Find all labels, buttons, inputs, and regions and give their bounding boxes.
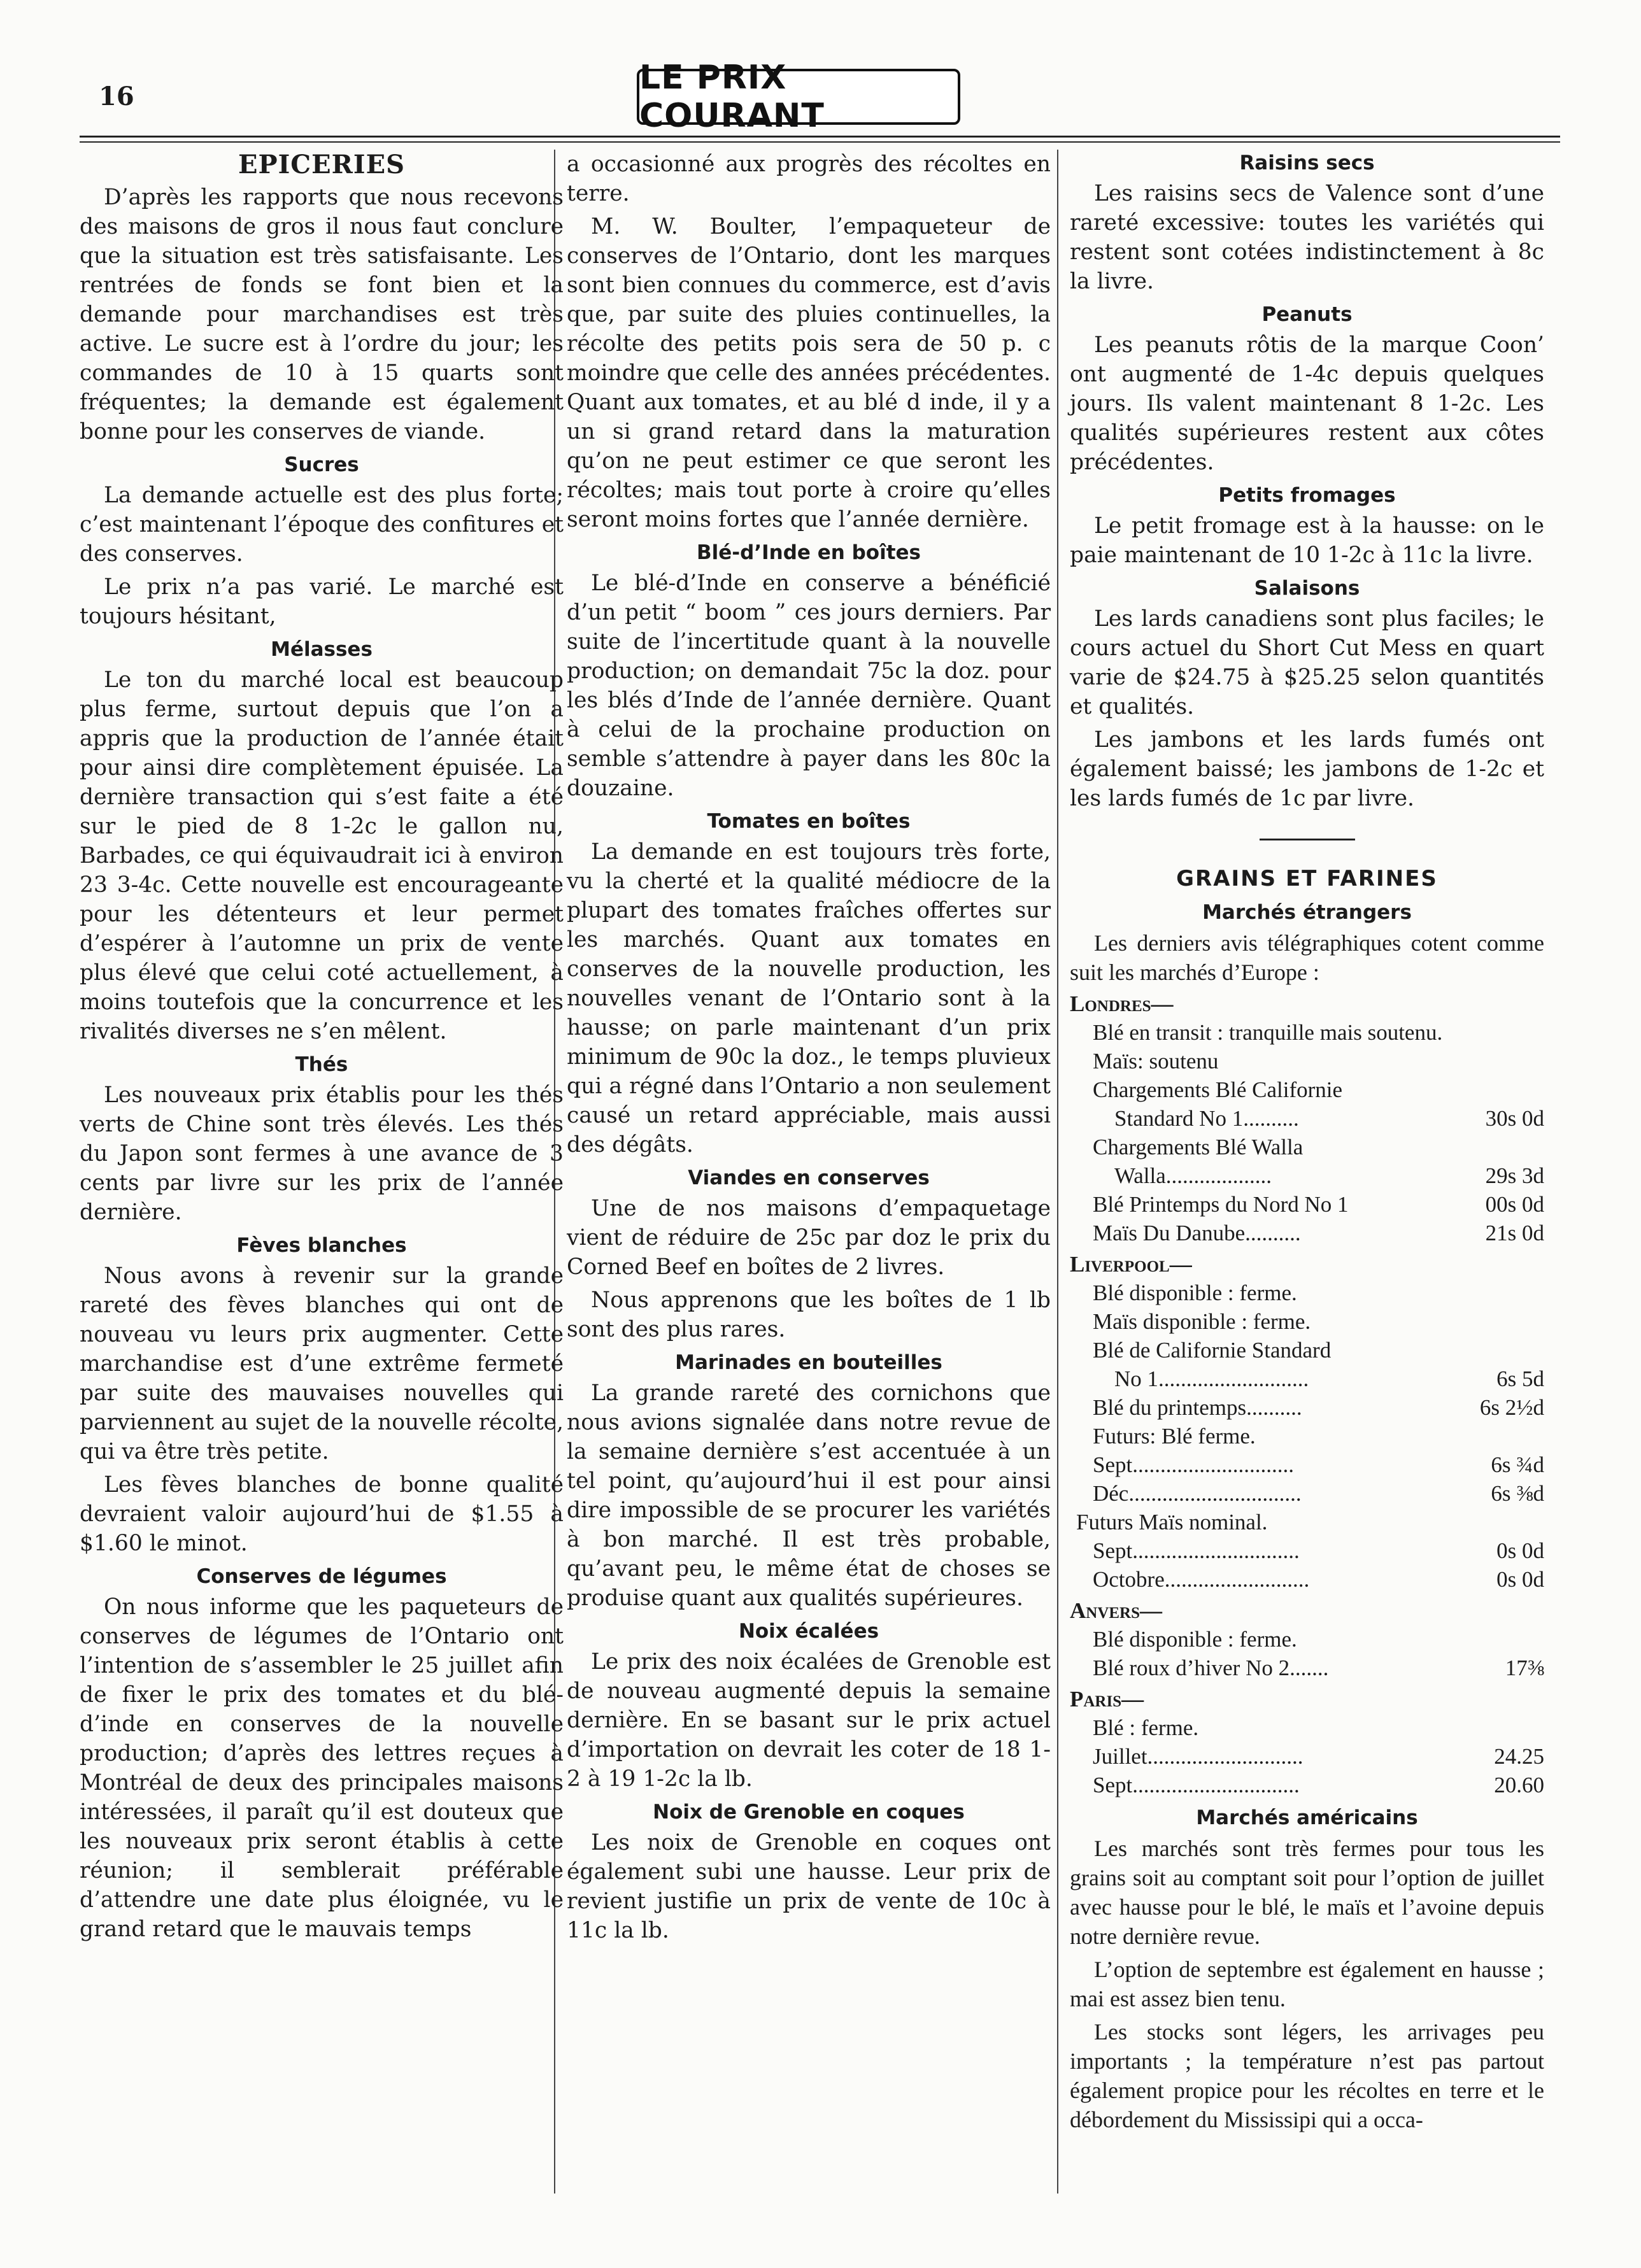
heading-noix-coques: Noix de Grenoble en coques (653, 1801, 965, 1824)
page-number: 16 (99, 82, 134, 111)
quote-row: Blé roux d’hiver No 2....... 17⅜ (1093, 1655, 1544, 1680)
city-anvers: Anvers— (1070, 1598, 1163, 1623)
paragraph: Les nouveaux prix établis pour les thés verts de Chine sont très élevés. Les thés du Japon sont fermes à une avance de 3 cents par livre sur les prix de l’année dernière. (80, 1082, 564, 1225)
city-paris: Paris— (1070, 1687, 1144, 1712)
quote-row: Standard No 1.......... 30s 0d (1114, 1106, 1544, 1131)
section-title-grains-farines: GRAINS ET FARINES (1176, 866, 1438, 891)
quote-row: Maïs Du Danube.......... 21s 0d (1093, 1221, 1544, 1245)
quote-line: Blé : ferme. (1093, 1715, 1199, 1740)
heading-viandes: Viandes en conserves (688, 1166, 930, 1189)
heading-noix-ecalees: Noix écalées (738, 1620, 879, 1643)
quote-row: Walla................... 29s 3d (1114, 1163, 1544, 1188)
city-liverpool: Liverpool— (1070, 1252, 1192, 1277)
quote-line: Chargements Blé Californie (1093, 1077, 1343, 1102)
paragraph: Les lards canadiens sont plus faciles; le cours actuel du Short Cut Mess en quart varie de $24.75 à $25.25 selon quantités et qualités. (1070, 606, 1544, 719)
heading-ble-inde: Blé-d’Inde en boîtes (696, 541, 921, 564)
quote-line: Chargements Blé Walla (1093, 1135, 1304, 1159)
column-separator (1057, 150, 1058, 2194)
quote-row: Sept.............................. 0s 0d (1093, 1538, 1544, 1563)
header-rule (80, 136, 1560, 143)
quote-row: Sept.............................. 20.60 (1093, 1773, 1544, 1797)
paragraph: La grande rareté des cornichons que nous avions signalée dans notre revue de la semaine dernière s’est accentuée à un tel point, qu’aujourd’hui il est pour ainsi dire impossible de se procurer les variétés à bon marché. Il est très probable, qu’avant peu, le même état de choses se produise quant aux qualités supérieures. (567, 1380, 1051, 1611)
heading-melasses: Mélasses (271, 638, 373, 661)
paragraph: Les fèves blanches de bonne qualité devraient valoir aujourd’hui de $1.55 à $1.60 le minot. (80, 1472, 564, 1556)
heading-raisins-secs: Raisins secs (1239, 152, 1375, 174)
quote-row: Juillet............................ 24.25 (1093, 1744, 1544, 1769)
quote-row: Octobre.......................... 0s 0d (1093, 1567, 1544, 1592)
heading-conserves-legumes: Conserves de légumes (196, 1565, 447, 1588)
quote-line: Futurs Maïs nominal. (1076, 1510, 1268, 1534)
quote-line: Futurs: Blé ferme. (1093, 1424, 1256, 1449)
market-quotes (1070, 928, 1544, 1799)
paragraph: Les noix de Grenoble en coques ont également subi une hausse. Leur prix de revient justifie un prix de vente de 10c à 11c la lb. (567, 1830, 1051, 1943)
heading-salaisons: Salaisons (1254, 577, 1360, 600)
heading-petits-fromages: Petits fromages (1218, 484, 1396, 507)
masthead-logo: LE PRIX COURANT (637, 69, 960, 125)
heading-marches-americains: Marchés américains (1196, 1806, 1418, 1829)
heading-feves-blanches: Fèves blanches (236, 1234, 407, 1257)
column-1 (80, 150, 564, 1944)
heading-peanuts: Peanuts (1261, 303, 1353, 326)
paragraph: Le prix n’a pas varié. Le marché est toujours hésitant, (80, 574, 564, 629)
heading-marinades: Marinades en bouteilles (675, 1351, 942, 1374)
paragraph: Le blé-d’Inde en conserve a bénéficié d’un petit “ boom ” ces jours derniers. Par suite de l’incertitude quant à la nouvelle production; on demandait 75c la doz. pour les blés d’Inde de l’année dernière. Quant à celui de la prochaine production on semble s’attendre à payer dans les 80c la douzaine. (567, 571, 1051, 801)
heading-thes: Thés (295, 1053, 348, 1076)
paragraph: Les marchés sont très fermes pour tous les grains soit au comptant soit pour l’option de juillet avec hausse pour le blé, le maïs et l’avoine depuis notre dernière revue. (1070, 1836, 1544, 1949)
paragraph: M. W. Boulter, l’empaqueteur de conserves de l’Ontario, dont les marques sont bien connues du commerce, est d’avis que, par suite des pluies continuelles, la récolte des petits pois sera de 50 p. c moindre que celle des années précédentes. Quant aux tomates, et au blé d inde, il y a un si grand retard dans la maturation qu’on ne peut estimer ce que seront les récoltes; mais tout porte à croire qu’elles seront moins fortes que l’année dernière. (567, 214, 1051, 532)
paragraph: Les jambons et les lards fumés ont également baissé; les jambons de 1-2c et les lards fumés de 1c par livre. (1070, 727, 1544, 811)
paragraph: Nous apprenons que les boîtes de 1 lb sont des plus rares. (567, 1287, 1051, 1342)
paragraph: Une de nos maisons d’empaquetage vient de réduire de 25c par doz le prix du Corned Beef en boîtes de 2 livres. (567, 1196, 1051, 1280)
paragraph: On nous informe que les paqueteurs de conserves de légumes de l’Ontario ont l’intention de s’assembler le 25 juillet afin de fixer le prix des tomates et du blé-d’inde en conserves de la nouvelle production; d’après des lettres reçues à Montréal de deux des principales maisons intéressées, il paraît qu’il est douteux que les nouveaux prix seront établis à cette réunion; il semblerait préférable d’attendre une date plus éloignée, vu le grand retard que le mauvais temps (80, 1594, 564, 1942)
paragraph: L’option de septembre est également en hausse ; mai est assez bien tenu. (1070, 1957, 1544, 2011)
paragraph: Le prix des noix écalées de Grenoble est de nouveau augmenté depuis la semaine dernière. En se basant sur le prix actuel d’importation on devrait les coter de 18 1-2 à 19 1-2c la lb. (567, 1649, 1051, 1792)
quote-line: Blé en transit : tranquille mais soutenu. (1093, 1020, 1443, 1045)
paragraph: Les derniers avis télégraphiques cotent comme suit les marchés d’Europe : (1070, 930, 1544, 985)
quote-line: Maïs disponible : ferme. (1093, 1309, 1311, 1334)
quote-line: Maïs: soutenu (1093, 1049, 1219, 1074)
paragraph: La demande actuelle est des plus forte; c’est maintenant l’époque des confitures et des conserves. (80, 483, 564, 567)
quote-row: Blé Printemps du Nord No 1 00s 0d (1093, 1192, 1544, 1217)
quote-row: No 1........................... 6s 5d (1114, 1366, 1544, 1391)
paragraph: Nous avons à revenir sur la grande rareté des fèves blanches qui ont de nouveau vu leurs prix augmenter. Cette marchandise est d’une extrême fermeté par suite des mauvaises nouvelles qui parviennent au sujet de la nouvelle récolte, qui va être très petite. (80, 1263, 564, 1464)
column-2 (567, 150, 1051, 1945)
quote-line: Blé de Californie Standard (1093, 1338, 1332, 1363)
heading-marches-etrangers: Marchés étrangers (1202, 901, 1412, 924)
paragraph: Les peanuts rôtis de la marque Coon’ ont augmenté de 1-4c depuis quelques jours. Ils valent maintenant 8 1-2c. Les qualités supérieures restent aux côtes précédentes. (1070, 332, 1544, 475)
paragraph: Les raisins secs de Valence sont d’une rareté excessive: toutes les variétés qui restent sont cotées indistinctement à 8c la livre. (1070, 181, 1544, 294)
city-londres: Londres— (1070, 991, 1174, 1016)
quote-row: Sept............................. 6s ¾d (1093, 1452, 1544, 1477)
quote-row: Blé du printemps.......... 6s 2½d (1093, 1395, 1544, 1420)
paragraph: Le ton du marché local est beaucoup plus ferme, surtout depuis que l’on a appris que la production de l’année était pour ainsi dire complètement épuisée. La dernière transaction qui s’est faite a été sur le pied de 8 1-2c le gallon nu, Barbades, ce qui équivaudrait ici à environ 23 3-4c. Cette nouvelle est encourageante pour les détenteurs et leur permet d’espérer à l’automne un prix de vente plus élevé que celui coté actuellement, à moins toutefois que la concurrence et les rivalités diverses ne s’en mêlent. (80, 667, 564, 1044)
quote-line: Blé disponible : ferme. (1093, 1280, 1297, 1305)
quote-line: Blé disponible : ferme. (1093, 1627, 1297, 1652)
section-title-epiceries: EPICERIES (238, 150, 405, 180)
heading-sucres: Sucres (284, 453, 359, 476)
paragraph: La demande en est toujours très forte, vu la cherté et la qualité médiocre de la plupart des tomates fraîches offertes sur les marchés. Quant aux tomates en conserves de la nouvelle production, les nouvelles venant de l’Ontario sont à la hausse; on parle maintenant d’un prix minimum de 90c la doz., le temps pluvieux qui a régné dans l’Ontario a non seulement causé un retard appréciable, mais aussi des dégâts. (567, 839, 1051, 1158)
column-3 (1070, 150, 1544, 2134)
quote-row: Déc............................... 6s ⅜d (1093, 1481, 1544, 1506)
heading-tomates: Tomates en boîtes (707, 810, 911, 833)
paragraph: Le petit fromage est à la hausse: on le paie maintenant de 10 1-2c à 11c la livre. (1070, 513, 1544, 568)
paragraph: D’après les rapports que nous recevons des maisons de gros il nous faut conclure que la situation est très satisfaisante. Les rentrées de fonds se font bien et la demande pour marchandises est très active. Le sucre est à l’ordre du jour; les commandes de 10 à 15 quarts sont fréquentes; la demande est également bonne pour les conserves de viande. (80, 185, 564, 444)
paragraph: Les stocks sont légers, les arrivages peu importants ; la température n’est pas partout également propice pour les récoltes en terre et le débordement du Mississipi qui a occa- (1070, 2019, 1544, 2132)
section-divider (1260, 839, 1355, 840)
paragraph: a occasionné aux progrès des récoltes en terre. (567, 152, 1051, 206)
